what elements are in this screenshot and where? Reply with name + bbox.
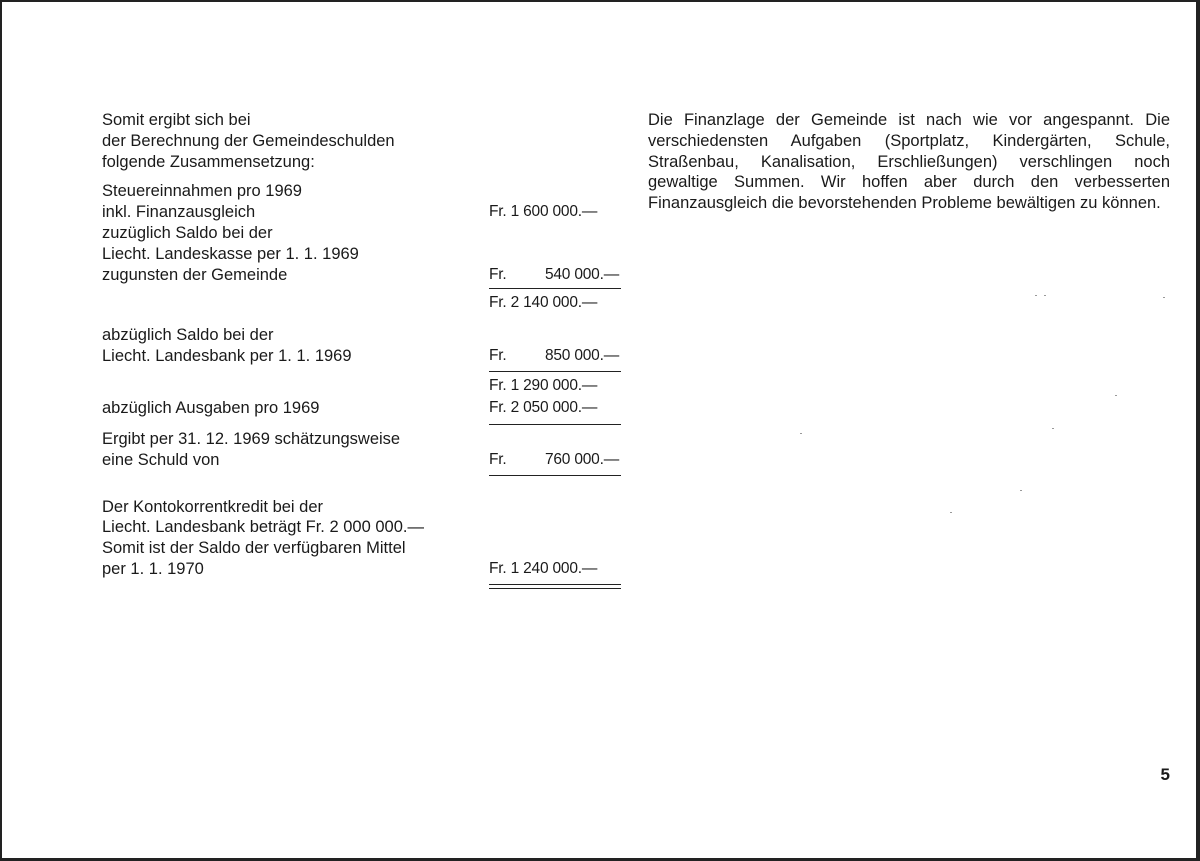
intro-line: Somit ergibt sich bei [102,111,251,129]
final-amount: Fr. 1 240 000.— [489,559,598,577]
saldo-row [102,265,622,286]
saldo-label: zugunsten der Gemeinde [102,265,288,284]
scan-speck [800,433,802,434]
abz-saldo-block [102,325,622,367]
scan-speck [950,512,952,513]
sum-rule [489,371,621,372]
subtotal1-row [102,291,622,313]
abz-saldo-row [102,346,622,367]
abz-saldo-label: abzüglich Saldo bei der [102,326,274,345]
kredit-label: Der Kontokorrentkredit bei der [102,497,324,516]
abz-saldo-label: Liecht. Landesbank per 1. 1. 1969 [102,347,352,366]
steuer-amount: Fr. 1 600 000.— [489,203,598,221]
schuld-label: eine Schuld von [102,450,220,469]
sum-rule [489,475,621,476]
ausgaben-row [102,397,622,419]
kredit-label: Somit ist der Saldo der verfügbaren Mittel [102,539,406,558]
currency: Fr. [489,450,507,468]
scan-speck [1035,295,1037,296]
intro-line: der Berechnung der Gemeindeschulden [102,131,395,150]
debt-calculation [102,110,622,590]
saldo-label: zuzüglich Saldo bei der [102,223,273,242]
subtotal2-row [102,375,622,397]
intro-text [102,110,622,172]
scan-speck [1163,297,1165,298]
currency: Fr. [489,347,507,365]
abz-saldo-amount [489,346,619,367]
ausgaben-amount: Fr. 2 050 000.— [489,399,598,417]
schuld-label: Ergibt per 31. 12. 1969 schätzungsweise [102,429,401,448]
page-number: 5 [1160,765,1170,784]
sum-rule [489,288,621,289]
schuld-block [102,429,622,471]
scan-speck [1052,428,1054,429]
kredit-block [102,497,622,580]
final-double-rule [489,584,621,589]
steuer-row [102,202,622,223]
value: 540 000.— [544,265,619,283]
financial-commentary [648,110,1170,214]
value: 760 000.— [544,450,619,468]
ausgaben-label: abzüglich Ausgaben pro 1969 [102,399,320,418]
steuer-label: inkl. Finanzausgleich [102,203,256,222]
steuer-label: Steuereinnahmen pro 1969 [102,182,302,201]
scan-speck [1115,395,1117,396]
saldo-amount [489,265,619,286]
subtotal2-amount: Fr. 1 290 000.— [489,377,598,395]
steuer-block [102,181,622,223]
commentary-paragraph: Die Finanzlage der Gemeinde ist nach wie vor angespannt. Die verschiedensten Aufgaben (Sportplatz, Kindergärten, Schule, Straßenbau, Kanalisation, Erschließungen) verschlingen noch gewaltige Summen. Wir hoffen aber durch den verbesserten Finanzausgleich die bevorstehenden Probleme bewältigen zu können. [648,111,1170,213]
saldo-block [102,223,622,285]
schuld-amount [489,450,619,471]
kredit-label: Liecht. Landesbank beträgt Fr. 2 000 000.— [102,518,424,537]
schuld-row [102,450,622,471]
intro-line: folgende Zusammensetzung: [102,152,315,171]
sum-rule [489,424,621,425]
scan-speck [1044,295,1046,296]
currency: Fr. [489,265,507,283]
subtotal1-amount: Fr. 2 140 000.— [489,293,598,311]
kredit-label: per 1. 1. 1970 [102,559,204,578]
value: 850 000.— [544,347,619,365]
saldo-label: Liecht. Landeskasse per 1. 1. 1969 [102,244,359,263]
scan-speck [1020,490,1022,491]
final-row [102,559,622,580]
